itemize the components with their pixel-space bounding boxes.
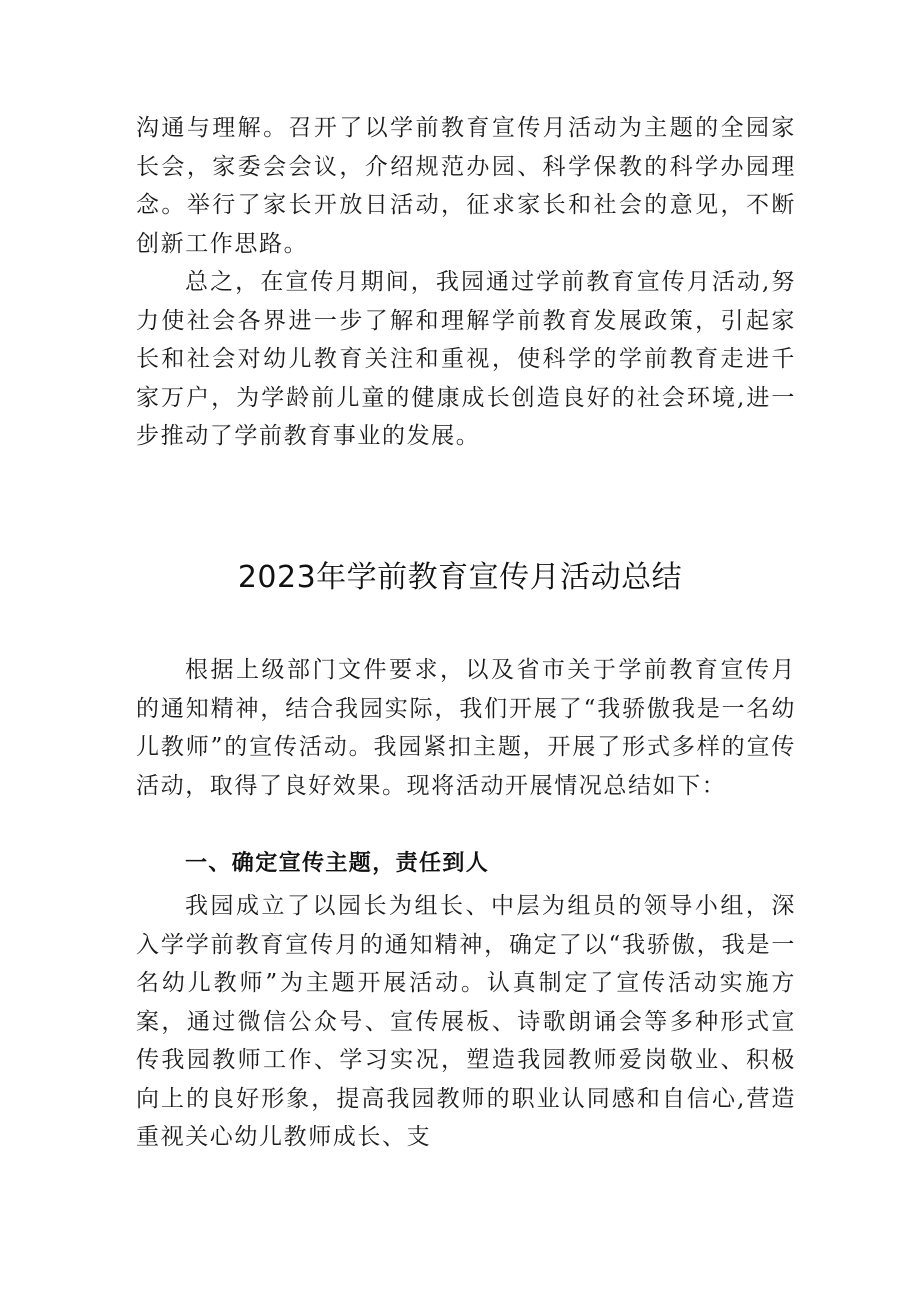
article-title: 2023年学前教育宣传月活动总结 bbox=[237, 560, 683, 595]
section-1-heading: 一、确定宣传主题，责任到人 bbox=[185, 851, 490, 876]
section-1-body: 我园成立了以园长为组长、中层为组员的领导小组，深入学学前教育宣传月的通知精神，确定了以“我骄傲，我是一名幼儿教师”为主题开展活动。认真制定了宣传活动实施方案，通过微信公众号、宣传展板、诗歌朗诵会等多种形式宣传我园教师工作、学习实况，塑造我园教师爱岗敬业、积极向上的良好形象，提高我园教师的职业认同感和自信心,营造重视关心幼儿教师成长、支 bbox=[136, 893, 796, 1150]
continuation-paragraph-1: 沟通与理解。召开了以学前教育宣传月活动为主题的全园家长会，家委会会议，介绍规范办园、科学保教的科学办园理念。举行了家长开放日活动，征求家长和社会的意见，不断创新工作思路。 bbox=[136, 115, 796, 257]
continuation-paragraph-2: 总之，在宣传月期间，我园通过学前教育宣传月活动,努力使社会各界进一步了解和理解学前教育发展政策，引起家长和社会对幼儿教育关注和重视，使科学的学前教育走进千家万户，为学龄前儿童的健康成长创造良好的社会环境,进一步推动了学前教育事业的发展。 bbox=[136, 269, 796, 449]
intro-paragraph: 根据上级部门文件要求，以及省市关于学前教育宣传月的通知精神，结合我园实际，我们开展了“我骄傲我是一名幼儿教师”的宣传活动。我园紧扣主题，开展了形式多样的宣传活动，取得了良好效果。现将活动开展情况总结如下： bbox=[136, 657, 796, 799]
